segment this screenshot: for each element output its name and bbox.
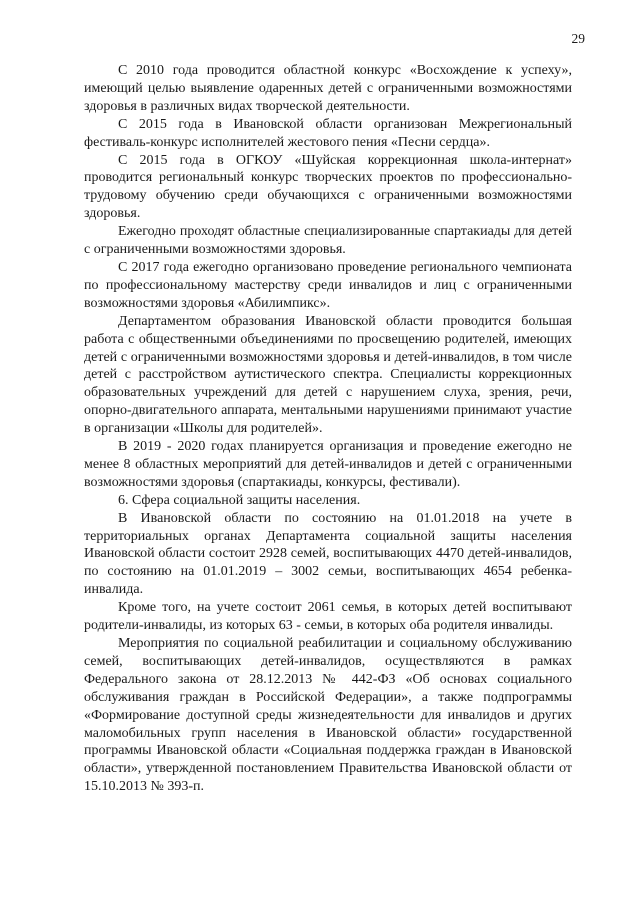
page-number: 29 — [571, 31, 585, 46]
paragraph-planned-events: В 2019 - 2020 годах планируется организация и проведение ежегодно не менее 8 областных мероприятий для детей-инвалидов и детей с ограниченными возможностями здоровья (спартакиады, конкурсы, фестивали). — [84, 439, 572, 490]
paragraph-competition-voskhozhdenie: С 2010 года проводится областной конкурс «Восхождение к успеху», имеющий целью выявление одаренных детей с ограниченными возможностями здоровья в различных видах творческой деятельности. — [84, 63, 572, 114]
paragraph-spartakiads: Ежегодно проходят областные специализированные спартакиады для детей с ограниченными возможностями здоровья. — [84, 224, 572, 258]
paragraph-disabled-parents: Кроме того, на учете состоит 2061 семья, в которых детей воспитывают родители-инвалиды, из которых 63 - семьи, в которых оба родителя инвалиды. — [84, 600, 572, 634]
paragraph-shuya-school-contest: С 2015 года в ОГКОУ «Шуйская коррекционная школа-интернат» проводится региональный конкурс творческих проектов по профессионально-трудовому обучению среди обучающихся с ограниченными возможностями здоровья. — [84, 152, 572, 222]
paragraph-abilympics: С 2017 года ежегодно организовано проведение регионального чемпионата по профессиональному мастерству среди инвалидов и лиц с ограниченными возможностями здоровья «Абилимпикс». — [84, 259, 572, 311]
document-body — [84, 62, 572, 796]
paragraph-parent-education: Департаментом образования Ивановской области проводится большая работа с общественными объединениями по просвещению родителей, имеющих детей с ограниченными возможностями здоровья и детей-инвалидов, в том числе детей с расстройством аутистического спектра. Специалисты коррекционных образовательных учреждений для детей с нарушением слуха, зрения, речи, опорно-двигательного аппарата, ментальными нарушениями принимают участие в организации «Школы для родителей». — [84, 313, 572, 437]
paragraph-festival-pesni-serdtsa: С 2015 года в Ивановской области организован Межрегиональный фестиваль-конкурс исполнителей жестового пения «Песни сердца». — [84, 116, 572, 150]
paragraph-rehabilitation-measures: Мероприятия по социальной реабилитации и социальному обслуживанию семей, воспитывающих детей-инвалидов, осуществляются в рамках Федерального закона от 28.12.2013 № 442-ФЗ «Об основах социального обслуживания граждан в Российской Федерации», а также подпрограммы «Формирование доступной среды жизнедеятельности для инвалидов и других маломобильных групп населения в Ивановской области» государственной программы Ивановской области «Социальная поддержка граждан в Ивановской области», утвержденной постановлением Правительства Ивановской области от 15.10.2013 № 393-п. — [84, 636, 572, 795]
section-heading-social-protection: 6. Сфера социальной защиты населения. — [118, 492, 361, 508]
paragraph-family-statistics: В Ивановской области по состоянию на 01.01.2018 на учете в территориальных органах Департамента социальной защиты населения Ивановской области состоит 2928 семей, воспитывающих 4470 детей-инвалидов, по состоянию на 01.01.2019 – 3002 семьи, воспитывающих 4654 ребенка-инвалида. — [84, 510, 572, 598]
